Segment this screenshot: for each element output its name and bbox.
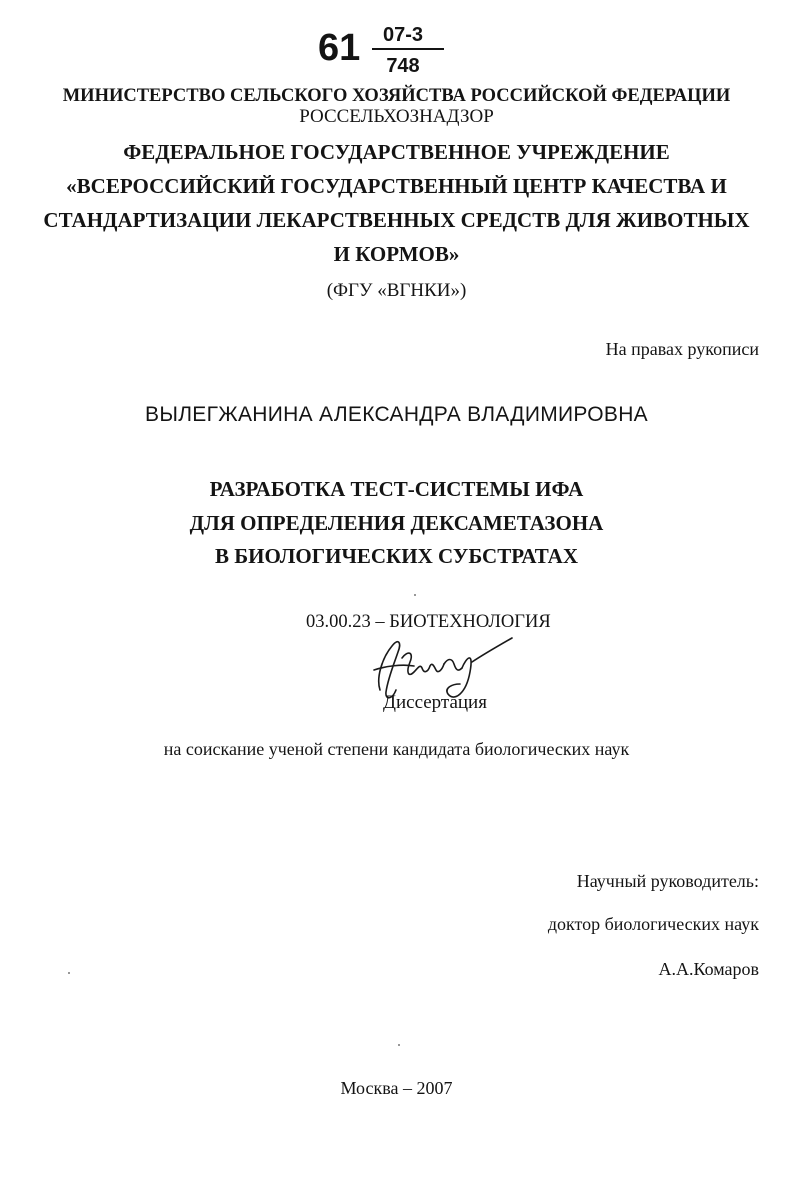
scan-speck [68,972,70,974]
catalog-number: 61 [318,27,361,69]
dissertation-title-line: ДЛЯ ОПРЕДЕЛЕНИЯ ДЕКСАМЕТАЗОНА [189,511,604,535]
specialty-code: 03.00.23 – БИОТЕХНОЛОГИЯ [306,612,551,632]
rights-note: На правах рукописи [605,339,759,359]
institution-line: И КОРМОВ» [333,242,460,266]
supervisor-label: Научный руководитель: [576,871,759,891]
scan-speck [398,1044,400,1046]
institution-line: СТАНДАРТИЗАЦИИ ЛЕКАРСТВЕННЫХ СРЕДСТВ ДЛЯ ЖИВОТНЫХ [43,208,750,232]
supervisor-name: А.А.Комаров [658,959,759,979]
degree-sought: на соискание ученой степени кандидата биологических наук [163,739,630,759]
catalog-fraction-bottom: 748 [386,55,420,77]
institution-line: «ВСЕРОССИЙСКИЙ ГОСУДАРСТВЕННЫЙ ЦЕНТР КАЧЕСТВА И [66,174,727,198]
ministry-name: МИНИСТЕРСТВО СЕЛЬСКОГО ХОЗЯЙСТВА РОССИЙСКОЙ ФЕДЕРАЦИИ [62,86,731,106]
dissertation-title-line: РАЗРАБОТКА ТЕСТ-СИСТЕМЫ ИФА [209,477,584,501]
supervisor-degree: доктор биологических наук [547,914,759,934]
agency-name: РОССЕЛЬХОЗНАДЗОР [299,106,494,127]
city-and-year: Москва – 2007 [340,1078,453,1098]
catalog-fraction-line [372,48,444,50]
institution-abbreviation: (ФГУ «ВГНКИ») [326,280,467,301]
document-type: Диссертация [383,692,487,713]
author-name: ВЫЛЕГЖАНИНА АЛЕКСАНДРА ВЛАДИМИРОВНА [145,403,648,426]
catalog-fraction-top: 07-3 [382,24,424,46]
institution-line: ФЕДЕРАЛЬНОЕ ГОСУДАРСТВЕННОЕ УЧРЕЖДЕНИЕ [123,140,670,164]
dissertation-title-line: В БИОЛОГИЧЕСКИХ СУБСТРАТАХ [215,544,578,568]
scan-speck [414,594,416,596]
